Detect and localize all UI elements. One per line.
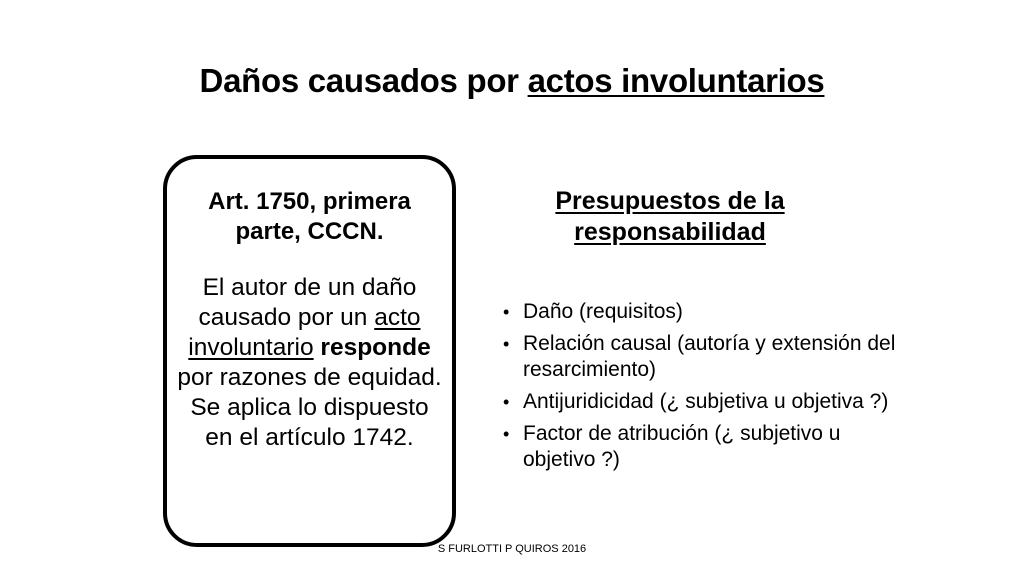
list-item — [503, 331, 903, 383]
list-item-text: Antijuridicidad (¿ subjetiva u objetiva ?) — [523, 390, 889, 413]
article-body — [177, 273, 442, 453]
article-body-part1: El autor de un daño causado por un — [198, 274, 417, 331]
article-body-part3: por razones de equidad. Se aplica lo dispuesto en el artículo 1742. — [177, 364, 442, 451]
bullet-icon: • — [503, 302, 510, 322]
footer-credit: S FURLOTTI P QUIROS 2016 — [437, 543, 587, 555]
article-body-underlined: acto involuntario — [188, 304, 421, 361]
bullet-icon: • — [503, 424, 510, 444]
list-item-text: Daño (requisitos) — [523, 300, 683, 323]
article-heading: Art. 1750, primera parte, CCCN. — [208, 188, 411, 245]
presupuestos-heading: Presupuestos de la responsabilidad — [555, 187, 785, 246]
slide-title — [0, 62, 1024, 100]
article-box — [163, 155, 456, 547]
list-item-text: Relación causal (autoría y extensión del resarcimiento) — [523, 332, 896, 381]
article-body-bold: responde — [320, 334, 431, 361]
slide-title-prefix: Daños causados por — [199, 62, 528, 99]
presupuestos-list — [503, 299, 903, 479]
list-item — [503, 389, 903, 415]
list-item-text: Factor de atribución (¿ subjetivo u objetivo ?) — [523, 422, 841, 471]
bullet-icon: • — [503, 334, 510, 354]
list-item — [503, 299, 903, 325]
bullet-icon: • — [503, 392, 510, 412]
list-item — [503, 421, 903, 473]
slide-title-underlined: actos involuntarios — [527, 62, 825, 99]
